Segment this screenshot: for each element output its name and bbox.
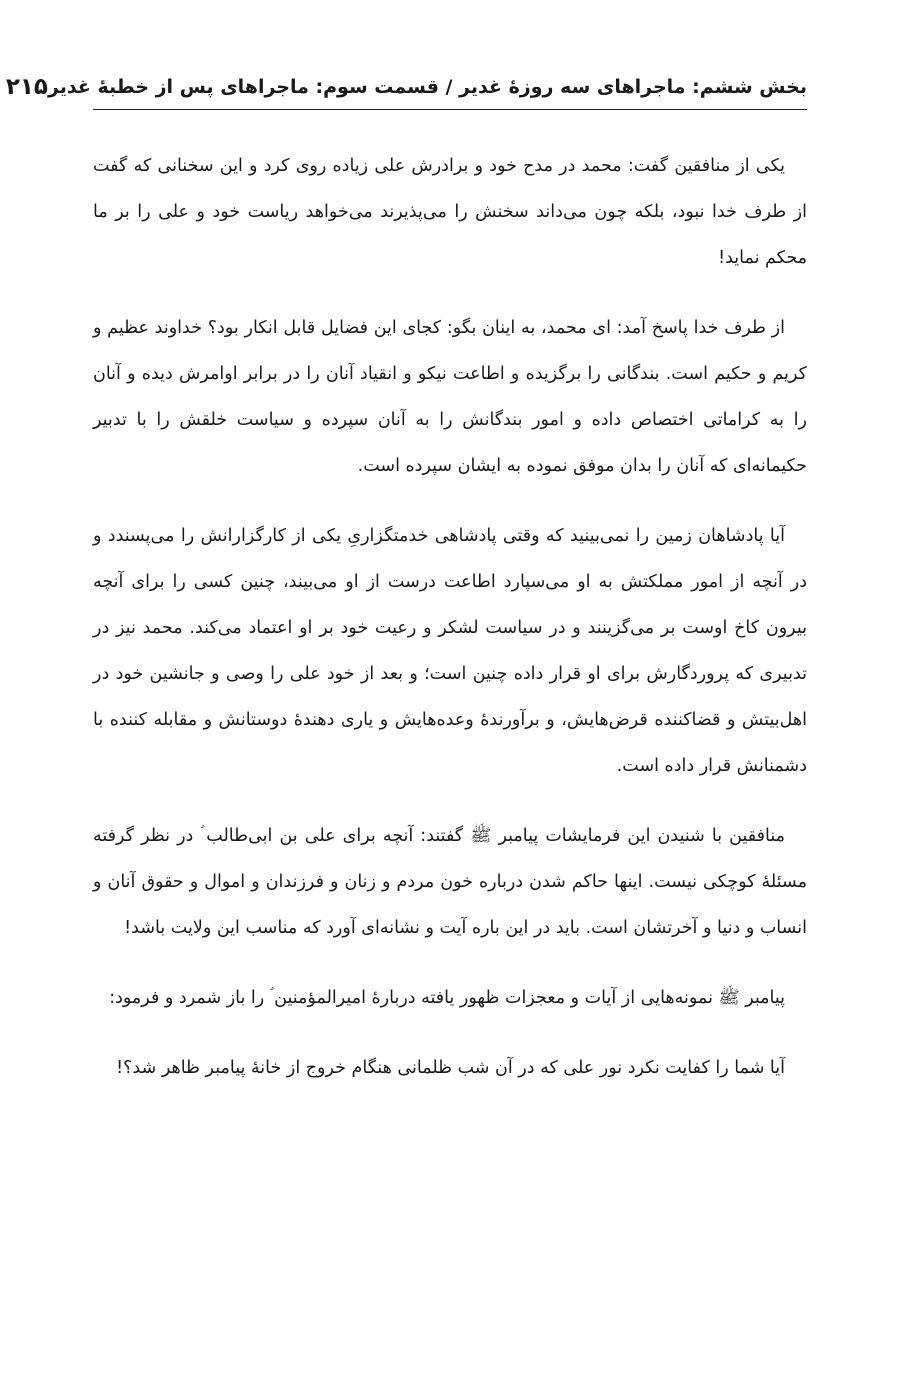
running-header <box>5 70 807 110</box>
paragraph-divine-response: از طرف خدا پاسخ آمد: ای محمد، به اینان بگو: کجای این فضایل قابل انکار بود؟ خداوند عظیم و کریم و حکیم است. بندگانی را برگزیده و اطاعت نیکو و انقیاد آنان را در برابر اوامرش دیده و آنان را به کراماتی اختصاص داده و امور بندگانش را به آنان سپرده و سیاست خلقش را با تدبیر حکیمانه‌ای که آنان را بدان موفق نموده به ایشان سپرده است. <box>93 318 807 476</box>
paragraph-hypocrite-remark: یکی از منافقین گفت: محمد در مدح خود و برادرش علی زیاده روی کرد و این سخنانی که گفت از طرف خدا نبود، بلکه چون می‌داند سخنش را می‌پذیرند می‌خواهد ریاست خود و علی را بر ما محکم نماید! <box>93 156 807 268</box>
header-title: بخش ششم: ماجراهای سه روزهٔ غدیر / قسمت سوم: ماجراهای پس از خطبهٔ غدیر <box>47 75 807 98</box>
paragraph-light-of-ali: آیا شما را کفایت نکرد نور علی که در آن شب ظلمانی هنگام خروج از خانهٔ پیامبر ظاهر شد؟! <box>116 1058 785 1078</box>
paragraph-prophet-recounts: پیامبر ﷺ نمونه‌هایی از آیات و معجزات ظهور یافته دربارهٔ امیرالمؤمنین ؑ را باز شمرد و فرمود: <box>109 988 785 1008</box>
body-text <box>93 143 807 1115</box>
paragraph-kings-analogy: آیا پادشاهان زمین را نمی‌بینید که وقتی پادشاهی خدمتگزاریِ یکی از کارگزارانش را می‌پسندد و در آنچه از امور مملکتش به او می‌سپارد اطاعت درست از او می‌بیند، چنین کسی را برای آنچه بیرون کاخ اوست بر می‌گزینند و در سیاست لشکر و رعیت خود بر او اعتماد می‌کند. محمد نیز در تدبیری که پروردگارش برای او قرار داده چنین است؛ و بعد از خود علی را وصی و جانشین خود در اهل‌بیتش و قضاکننده قرض‌هایش، و برآورندهٔ وعده‌هایش و یاری دهندهٔ دوستانش و مقابله کننده با دشمنانش قرار داده است. <box>93 526 807 776</box>
page-number: ۲۱۵ <box>5 73 48 100</box>
paragraph-hypocrites-demand: منافقین با شنیدن این فرمایشات پیامبر ﷺ گفتند: آنچه برای علی بن ابی‌طالب ؑ در نظر گرفته مسئلهٔ کوچکی نیست. اینها حاکم شدن درباره خون مردم و زنان و فرزندان و اموال و حقوق آنان و انساب و دنیا و آخرتشان است. باید در این باره آیت و نشانه‌ای آورد که مناسب این ولایت باشد! <box>93 826 807 938</box>
